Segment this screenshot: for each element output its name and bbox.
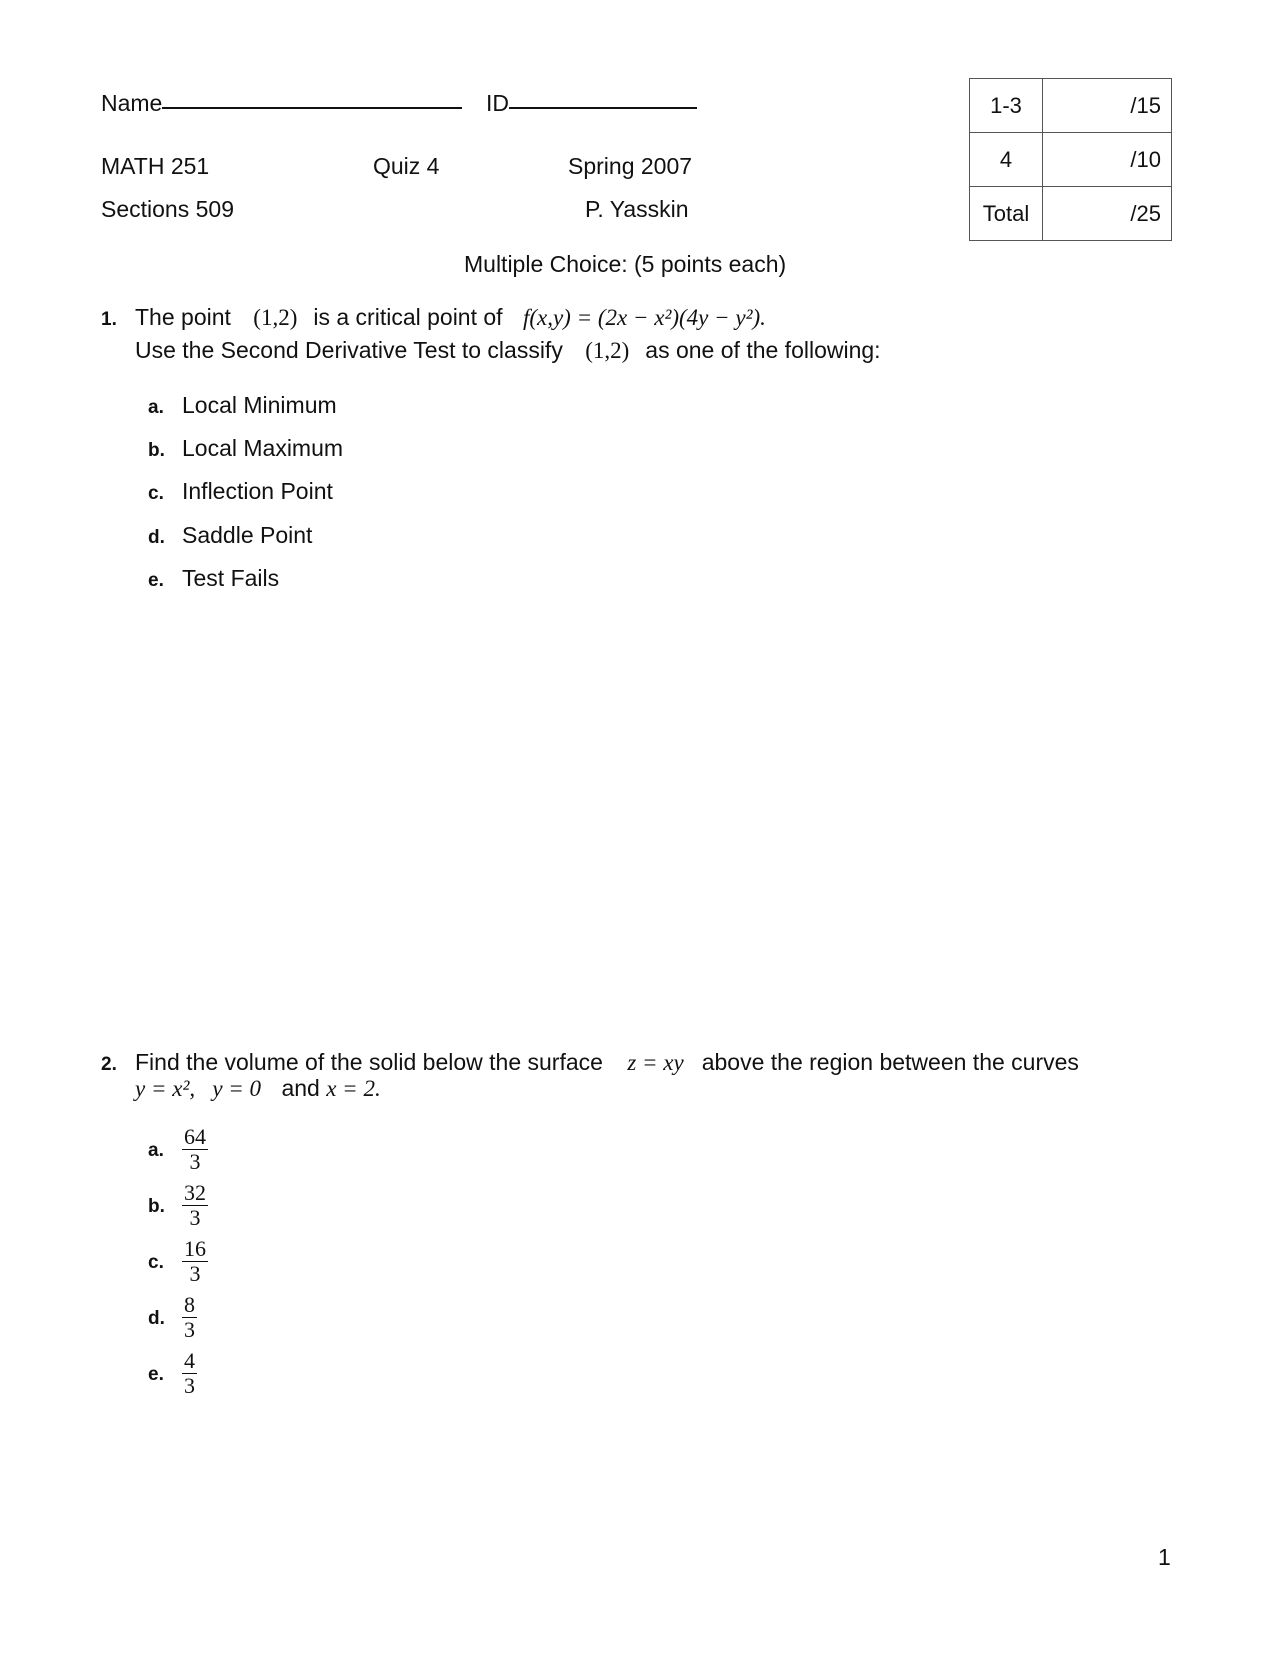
score-row: [970, 79, 1172, 133]
fraction-denominator: 3: [189, 1149, 201, 1174]
q1-option[interactable]: [148, 565, 279, 592]
score-points: /15: [1043, 79, 1172, 133]
fraction-numerator: 64: [184, 1124, 206, 1149]
page-number: 1: [1158, 1544, 1171, 1570]
q2-option[interactable]: [148, 1238, 208, 1285]
q2-option[interactable]: [148, 1350, 197, 1397]
name-label: Name: [101, 90, 163, 116]
option-text: Saddle Point: [182, 522, 313, 548]
id-label: ID: [486, 90, 509, 116]
option-fraction: [182, 1126, 208, 1173]
option-letter: c.: [148, 483, 164, 504]
option-fraction: [182, 1350, 197, 1397]
name-field: [101, 90, 462, 117]
fraction-numerator: 8: [184, 1292, 195, 1317]
q1-line2: [135, 337, 881, 364]
q1-text2: is a critical point of: [313, 304, 503, 330]
score-row: [970, 133, 1172, 187]
name-blank[interactable]: [162, 107, 462, 109]
q2-option[interactable]: [148, 1294, 197, 1341]
q2-number: 2.: [101, 1054, 117, 1075]
score-label: 1-3: [970, 79, 1043, 133]
option-letter: c.: [148, 1251, 164, 1273]
q1-text1: The point: [135, 304, 231, 330]
q1-text4: as one of the following:: [645, 337, 881, 363]
fraction-numerator: 16: [184, 1236, 206, 1261]
option-text: Local Minimum: [182, 392, 337, 418]
score-points: /10: [1043, 133, 1172, 187]
option-fraction: [182, 1238, 208, 1285]
score-row: [970, 187, 1172, 241]
option-letter: e.: [148, 1363, 164, 1385]
id-blank[interactable]: [509, 107, 697, 109]
fraction-denominator: 3: [184, 1373, 195, 1398]
q2-bound: x = 2.: [326, 1076, 381, 1101]
q2-line2: [135, 1075, 381, 1102]
fraction-denominator: 3: [184, 1317, 195, 1342]
fraction-denominator: 3: [189, 1205, 201, 1230]
option-letter: d.: [148, 1307, 165, 1329]
fraction-numerator: 4: [184, 1348, 195, 1373]
q1-point2: (1,2): [585, 338, 630, 363]
q2-curves: y = x², y = 0: [135, 1076, 262, 1101]
sections: Sections 509: [101, 196, 234, 222]
instructor: P. Yasskin: [585, 196, 689, 222]
section-title: Multiple Choice: (5 points each): [464, 251, 787, 277]
option-letter: b.: [148, 440, 165, 461]
score-label: Total: [970, 187, 1043, 241]
option-fraction: [182, 1182, 208, 1229]
q1-function: f(x,y) = (2x − x²)(4y − y²).: [522, 305, 766, 330]
option-text: Inflection Point: [182, 478, 333, 504]
q2-text1: Find the volume of the solid below the surface: [135, 1049, 603, 1075]
option-letter: a.: [148, 1139, 164, 1161]
q1-option[interactable]: [148, 392, 337, 419]
quiz-title: Quiz 4: [373, 153, 440, 179]
option-letter: e.: [148, 570, 164, 591]
score-points: /25: [1043, 187, 1172, 241]
option-text: Local Maximum: [182, 435, 344, 461]
q1-text3: Use the Second Derivative Test to classify: [135, 337, 563, 363]
q2-text2: above the region between the curves: [701, 1049, 1079, 1075]
q1-option[interactable]: [148, 435, 343, 462]
q1-option[interactable]: [148, 478, 333, 505]
q2-option[interactable]: [148, 1126, 208, 1173]
q2-option[interactable]: [148, 1182, 208, 1229]
q2-text3: and: [281, 1075, 320, 1101]
option-letter: b.: [148, 1195, 165, 1217]
course-title: MATH 251: [101, 153, 210, 179]
option-fraction: [182, 1294, 197, 1341]
option-letter: d.: [148, 527, 165, 548]
fraction-denominator: 3: [189, 1261, 201, 1286]
option-text: Test Fails: [182, 565, 280, 591]
q1-option[interactable]: [148, 522, 312, 549]
option-letter: a.: [148, 397, 164, 418]
id-field: [486, 90, 697, 117]
score-label: 4: [970, 133, 1043, 187]
q2-line1: [101, 1049, 1079, 1076]
q1-point: (1,2): [253, 305, 298, 330]
q1-line1: [101, 304, 766, 331]
score-table: [969, 78, 1172, 241]
fraction-numerator: 32: [184, 1180, 206, 1205]
q1-number: 1.: [101, 309, 117, 330]
term: Spring 2007: [568, 153, 693, 179]
q2-surface: z = xy: [627, 1050, 684, 1075]
